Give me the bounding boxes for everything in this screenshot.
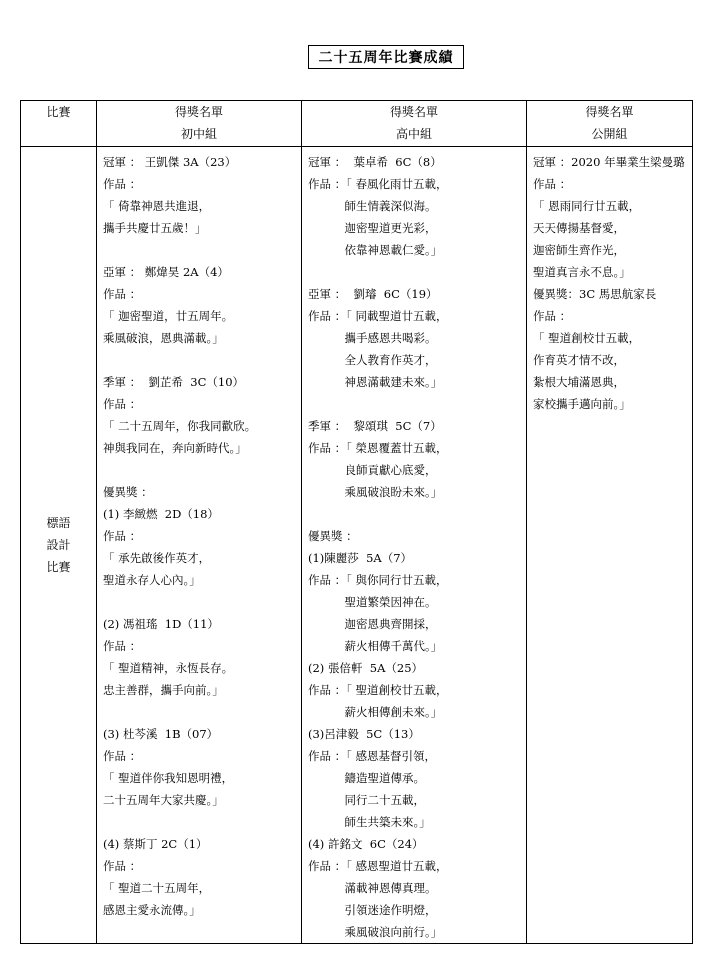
senior-result-line: 季軍 ： 黎頌琪 5C（7）	[308, 419, 442, 433]
junior-result-line: 作品 ：	[103, 529, 142, 543]
header-row	[21, 101, 693, 147]
senior-result-line: 作品 ：「 感恩基督引領，	[308, 749, 437, 763]
junior-result-line	[103, 239, 295, 261]
open-result-line: 「 聖道創校廿五載，	[533, 331, 641, 345]
open-result-line: 家校攜手邁向前。」	[533, 397, 631, 411]
senior-result-line: 迦密聖道更光彩，	[308, 221, 437, 235]
senior-result-line: 作品 ：「 春風化雨廿五載，	[308, 177, 448, 191]
junior-result-line: 乘風破浪，恩典滿載。」	[103, 331, 224, 345]
senior-result-line	[308, 393, 520, 415]
senior-result-line: 引領迷途作明燈，	[308, 903, 437, 917]
junior-result-line: 聖道永存人心內。」	[103, 573, 201, 587]
junior-result-line: 「 聖道二十五周年，	[103, 881, 211, 895]
senior-result-line: 聖道繁榮因神在。	[308, 595, 437, 609]
junior-result-line: 作品 ：	[103, 749, 142, 763]
page-title: 二十五周年比賽成績	[308, 45, 464, 69]
junior-result-line: 季軍 ： 劉芷希 3C（10）	[103, 375, 245, 389]
junior-result-line: 作品 ：	[103, 177, 142, 191]
junior-result-line: 「 承先啟後作英才，	[103, 551, 211, 565]
senior-result-line: 乘風破浪向前行。」	[308, 925, 443, 939]
senior-result-line: 同行二十五載，	[308, 793, 426, 807]
junior-result-line: 「 聖道精神，永恆長存。	[103, 661, 234, 675]
senior-result-line: 優異獎 ：	[308, 529, 358, 543]
senior-result-line	[308, 503, 520, 525]
header-category-label: 比賽	[46, 105, 71, 119]
header-open	[527, 101, 693, 147]
senior-result-line	[308, 261, 520, 283]
senior-result-line: 依靠神恩載仁愛。」	[308, 243, 443, 257]
junior-result-line: (2) 馮祖瑤 1D（11）	[103, 617, 219, 631]
junior-result-line: 亞軍 ： 鄭煒昊 2A（4）	[103, 265, 229, 279]
senior-result-line: 亞軍 ： 劉璿 6C（19）	[308, 287, 438, 301]
junior-results-cell	[97, 147, 302, 944]
senior-result-line: 薪火相傳創未來。」	[308, 705, 443, 719]
header-senior-line1: 得獎名單	[389, 105, 438, 119]
open-result-line: 作品 ：	[533, 309, 572, 323]
junior-result-line: 忠主善群，攜手向前。」	[103, 683, 224, 697]
senior-result-line: 攜手感恩共喝彩。	[308, 331, 437, 345]
junior-result-line: 攜手共慶廿五歲！」	[103, 221, 207, 235]
junior-result-line: (3) 杜芩溪 1B（07）	[103, 727, 219, 741]
senior-result-line: 薪火相傳千萬代。」	[308, 639, 443, 653]
open-result-line: 冠軍 ：2020 年畢業生梁曼璐	[533, 155, 685, 169]
open-result-line: 「 恩雨同行廿五載，	[533, 199, 641, 213]
junior-result-line	[103, 349, 295, 371]
senior-result-line: 作品 ：「 感恩聖道廿五載，	[308, 859, 448, 873]
junior-result-line: 作品 ：	[103, 397, 142, 411]
senior-result-line: 神恩滿載建未來。」	[308, 375, 443, 389]
junior-result-line	[103, 701, 295, 723]
category-line: 比賽	[46, 560, 71, 574]
senior-result-line: (2) 張倍軒 5A（25）	[308, 661, 424, 675]
junior-result-line	[103, 591, 295, 613]
senior-result-line: 作品 ：「 同載聖道廿五載，	[308, 309, 448, 323]
header-open-line1: 得獎名單	[585, 105, 634, 119]
senior-result-line: 作品 ：「 榮恩覆蓋廿五載，	[308, 441, 448, 455]
senior-result-line: 迦密恩典齊開採，	[308, 617, 437, 631]
senior-result-line: (3)呂津毅 5C（13）	[308, 727, 420, 741]
junior-result-line: 作品 ：	[103, 287, 142, 301]
header-category	[21, 101, 97, 147]
category-line: 標語	[46, 516, 71, 530]
junior-result-line: 感恩主愛永流傳。」	[103, 903, 201, 917]
junior-result-line: (1) 李緻燃 2D（18）	[103, 507, 219, 521]
header-open-line2: 公開組	[591, 127, 628, 141]
results-table	[20, 100, 693, 944]
senior-result-line: (1)陳麗莎 5A（7）	[308, 551, 413, 565]
junior-result-line	[103, 459, 295, 481]
open-results-cell	[527, 147, 693, 944]
junior-result-line: 「 倚靠神恩共進退，	[103, 199, 211, 213]
junior-result-line: 冠軍 ： 王凱傑 3A（23）	[103, 155, 237, 169]
senior-result-line: 冠軍 ： 葉卓希 6C（8）	[308, 155, 442, 169]
open-result-line: 優異獎：3C 馬思航家長	[533, 287, 657, 301]
category-line: 設計	[46, 538, 71, 552]
open-result-line: 作育英才情不改，	[533, 353, 625, 367]
senior-result-line: 師生情義深似海。	[308, 199, 437, 213]
senior-result-line: 良師貢獻心底愛，	[308, 463, 437, 477]
junior-result-line: 作品 ：	[103, 859, 142, 873]
senior-result-line: 作品 ：「 與你同行廿五載，	[308, 573, 448, 587]
senior-result-line: 鑄造聖道傳承。	[308, 771, 426, 785]
senior-result-line: 全人教育作英才，	[308, 353, 437, 367]
senior-result-line: 乘風破浪盼未來。」	[308, 485, 443, 499]
open-result-line: 聖道真言永不息。」	[533, 265, 631, 279]
header-junior	[97, 101, 302, 147]
open-result-line: 迦密師生齊作光，	[533, 243, 625, 257]
senior-result-line: (4) 許銘文 6C（24）	[308, 837, 424, 851]
junior-result-line: 「 二十五周年，你我同歡欣。	[103, 419, 257, 433]
senior-results-cell	[302, 147, 527, 944]
senior-result-line: 滿載神恩傳真理。	[308, 881, 437, 895]
open-result-line: 作品 ：	[533, 177, 572, 191]
junior-result-line: 「 迦密聖道，廿五周年。	[103, 309, 234, 323]
open-result-line: 紮根大埔滿恩典，	[533, 375, 625, 389]
senior-result-line: 作品 ：「 聖道創校廿五載，	[308, 683, 448, 697]
junior-result-line: 「 聖道伴你我知恩明禮，	[103, 771, 234, 785]
results-row	[21, 147, 693, 944]
junior-result-line	[103, 811, 295, 833]
junior-result-line: 優異獎 ：	[103, 485, 153, 499]
junior-result-line: 二十五周年大家共慶。」	[103, 793, 224, 807]
header-senior-line2: 高中組	[395, 127, 432, 141]
open-result-line: 天天傳揚基督愛，	[533, 221, 625, 235]
senior-result-line: 師生共築未來。」	[308, 815, 431, 829]
category-cell	[21, 147, 97, 944]
header-junior-line1: 得獎名單	[174, 105, 223, 119]
junior-result-line: (4) 蔡斯丁 2C（1）	[103, 837, 208, 851]
junior-result-line: 神與我同在，奔向新時代。」	[103, 441, 247, 455]
header-junior-line2: 初中組	[180, 127, 217, 141]
header-senior	[302, 101, 527, 147]
junior-result-line: 作品 ：	[103, 639, 142, 653]
